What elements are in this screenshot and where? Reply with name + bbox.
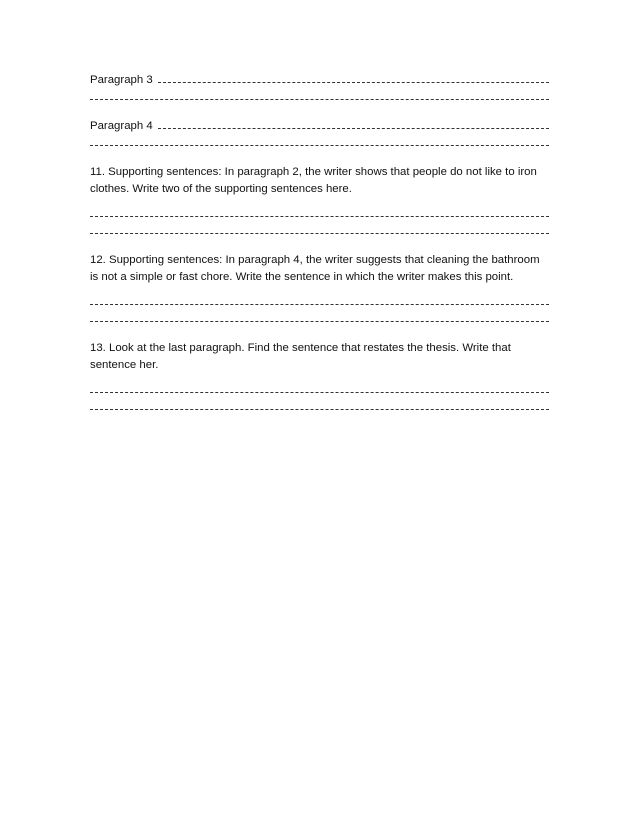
paragraph-4-label: Paragraph 4 <box>90 120 153 132</box>
answer-blank <box>90 233 549 234</box>
answer-blank <box>90 409 549 410</box>
question-11-text-line-1: 11. Supporting sentences: In paragraph 2, the writer shows that people do not like to iron <box>90 166 537 178</box>
answer-line <box>90 206 549 223</box>
answer-line <box>90 223 549 240</box>
answer-blank <box>158 82 549 83</box>
answer-blank <box>158 128 549 129</box>
question-11-text-line-2: clothes. Write two of the supporting sentences here. <box>90 183 352 195</box>
answer-line <box>90 382 549 399</box>
answer-blank <box>90 321 549 322</box>
question-12 <box>90 252 549 286</box>
answer-line <box>90 294 549 311</box>
worksheet-page <box>90 72 549 416</box>
answer-blank <box>90 216 549 217</box>
question-12-text-line-1: 12. Supporting sentences: In paragraph 4, the writer suggests that cleaning the bathroom <box>90 254 540 266</box>
answer-blank <box>90 145 549 146</box>
paragraph-4-line <box>90 118 549 135</box>
answer-blank <box>90 304 549 305</box>
answer-line <box>90 89 549 106</box>
answer-blank <box>90 99 549 100</box>
question-13 <box>90 340 549 374</box>
paragraph-3-line <box>90 72 549 89</box>
answer-line <box>90 399 549 416</box>
answer-line <box>90 135 549 152</box>
question-13-text-line-1: 13. Look at the last paragraph. Find the sentence that restates the thesis. Write that <box>90 342 511 354</box>
question-13-text-line-2: sentence her. <box>90 359 159 371</box>
question-11 <box>90 164 549 198</box>
answer-line <box>90 311 549 328</box>
question-12-text-line-2: is not a simple or fast chore. Write the sentence in which the writer makes this point. <box>90 271 514 283</box>
paragraph-3-label: Paragraph 3 <box>90 74 153 86</box>
answer-blank <box>90 392 549 393</box>
